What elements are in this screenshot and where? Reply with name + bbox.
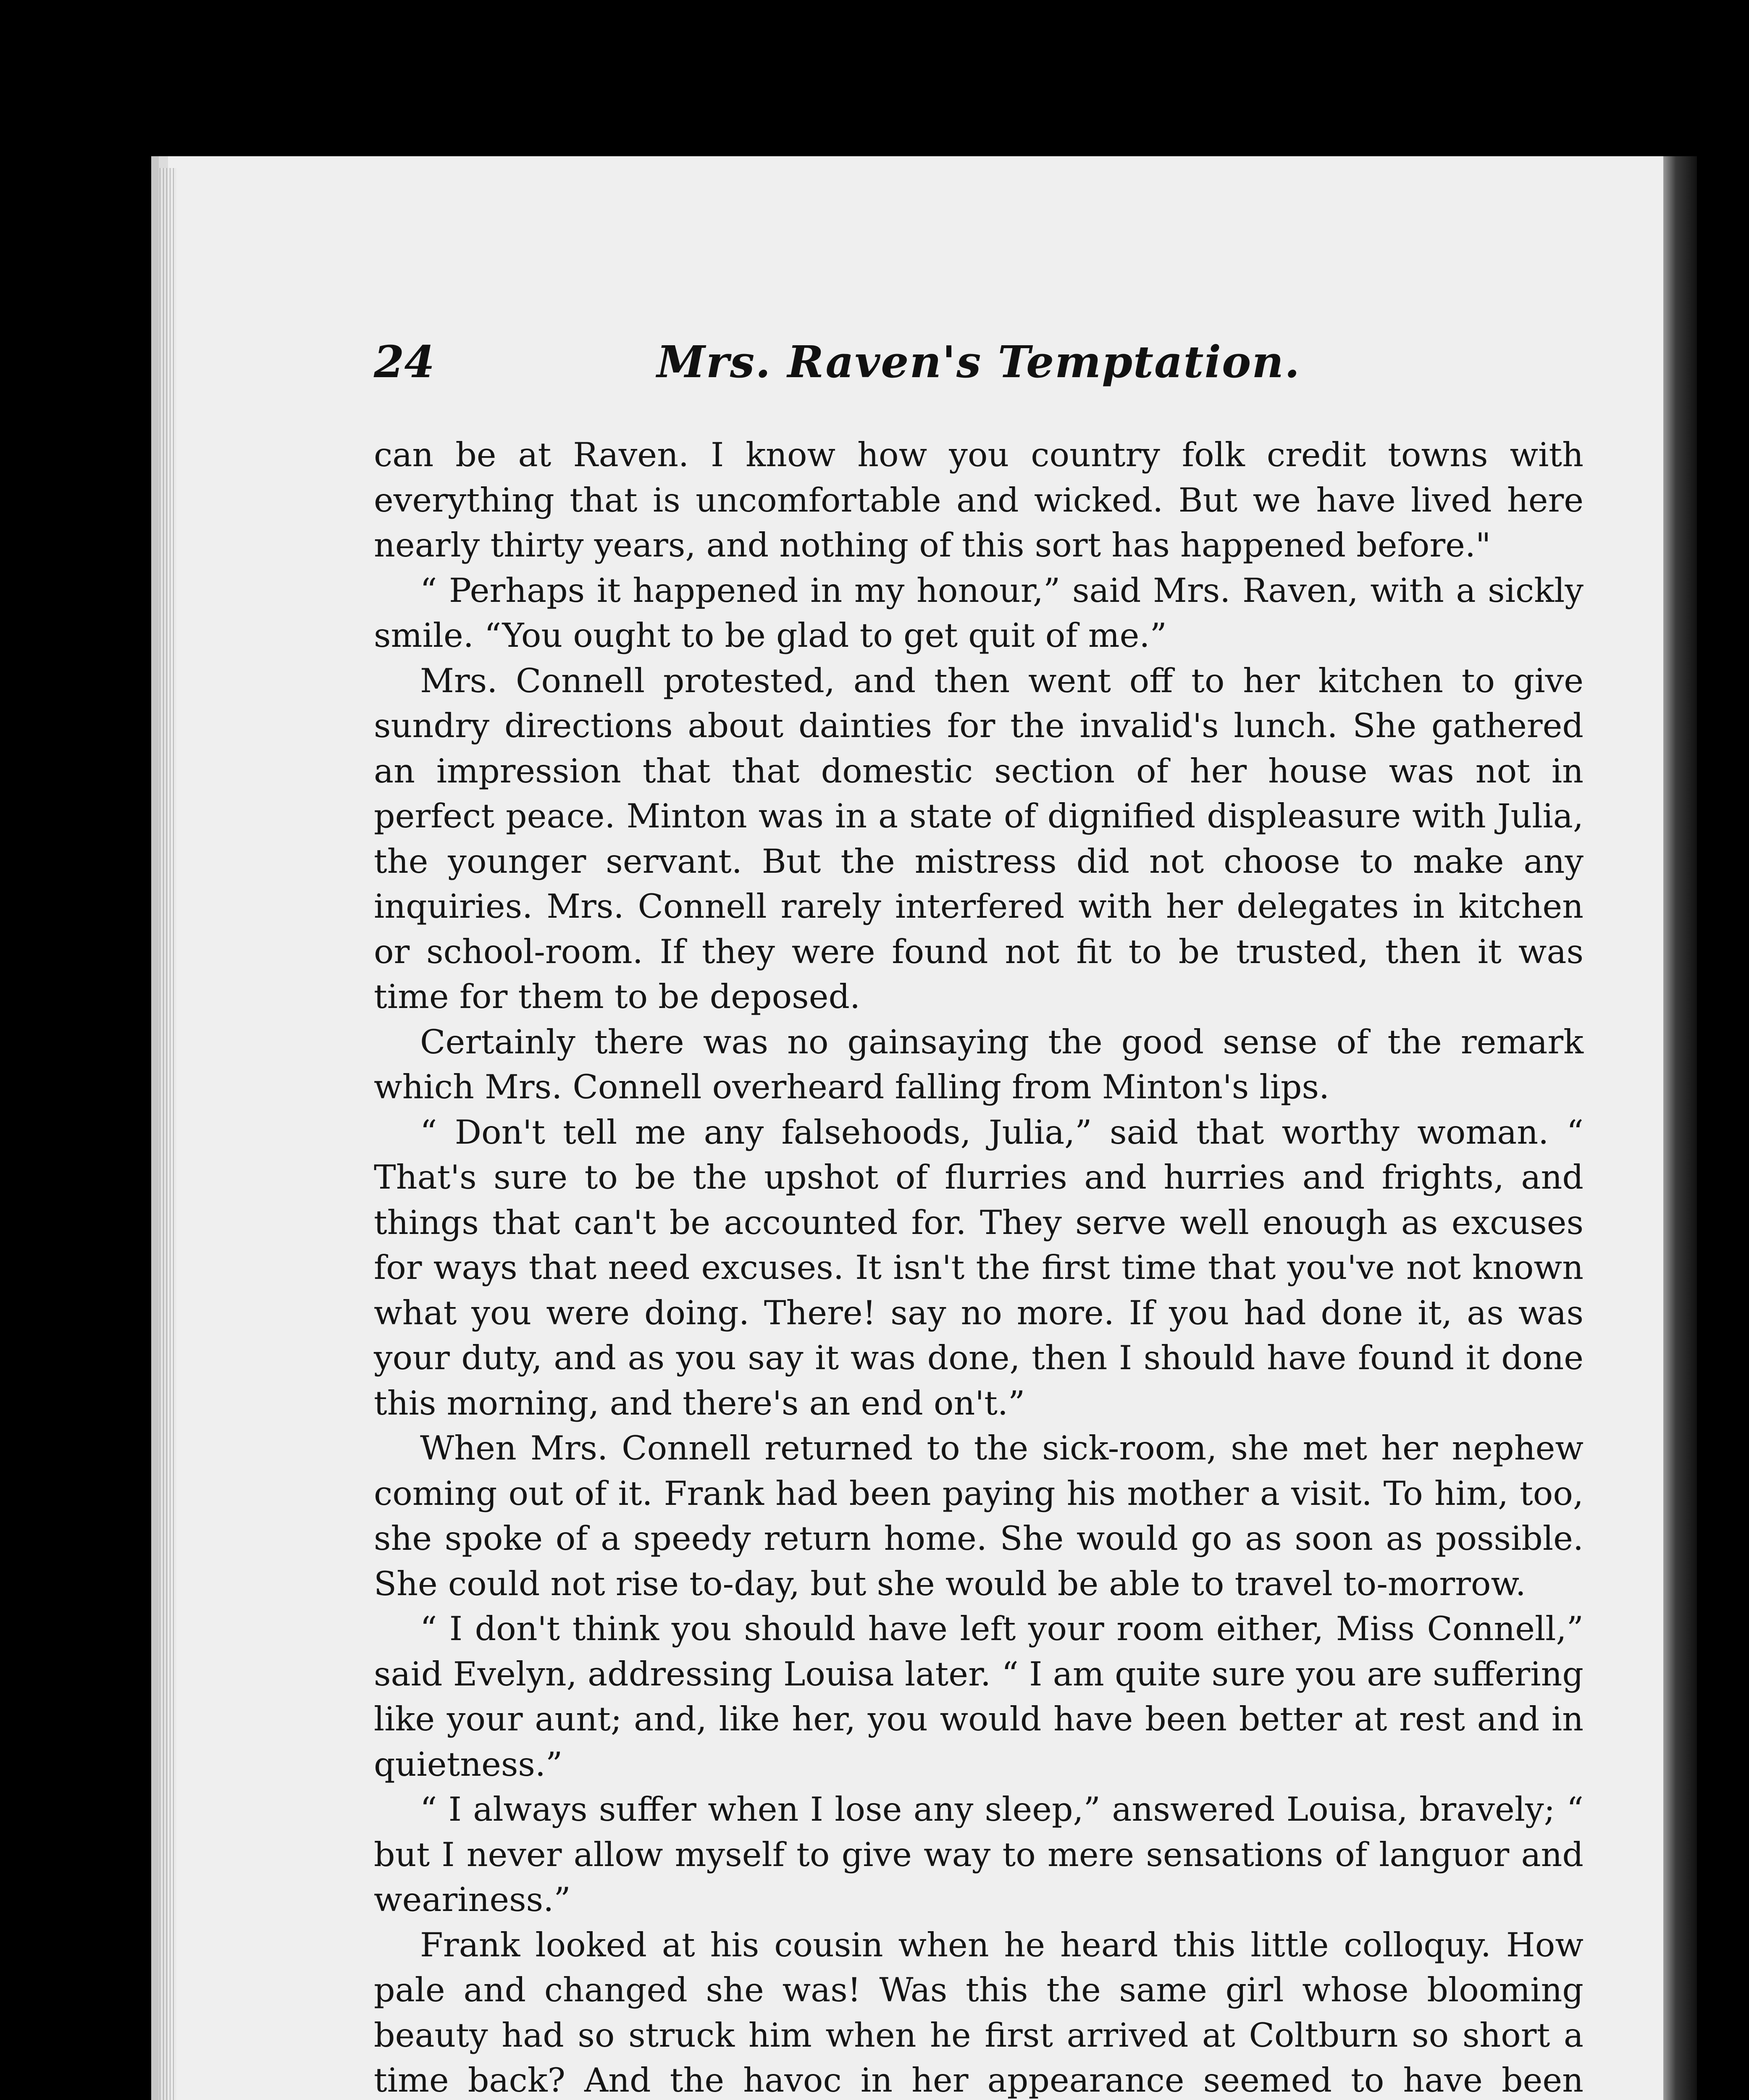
paragraph: Certainly there was no gainsaying the good sense of the remark which Mrs. Connell overheard falling from Minton's lips. <box>374 1022 1584 1106</box>
paragraph: can be at Raven. I know how you country folk credit towns with everything that is uncomfortable and wicked. But we have lived here nearly thirty years, and nothing of this sort has happened before." <box>374 436 1584 564</box>
body-text <box>374 433 1584 2100</box>
page-right-edge <box>1663 156 1697 2100</box>
running-title: Mrs. Raven's Temptation. <box>657 336 1301 388</box>
paragraph: Mrs. Connell protested, and then went off to her kitchen to give sundry directions about dainties for the invalid's lunch. She gathered an impression that that domestic section of her house was not in perfect peace. Minton was in a state of dignified displeasure with Julia, the younger servant. But the mistress did not choose to make any inquiries. Mrs. Connell rarely interfered with her delegates in kitchen or school-room. If they were found not fit to be trusted, then it was time for them to be deposed. <box>374 661 1584 1016</box>
page-number: 24 <box>374 336 435 388</box>
page-gutter <box>160 168 176 2100</box>
paragraph: “ Perhaps it happened in my honour,” said Mrs. Raven, with a sickly smile. “You ought to be glad to get quit of me.” <box>374 571 1584 655</box>
page-header <box>374 336 1584 395</box>
paragraph: When Mrs. Connell returned to the sick-room, she met her nephew coming out of it. Frank had been paying his mother a visit. To him, too, she spoke of a speedy return home. She would go as soon as possible. She could not rise to-day, but she would be able to travel to-morrow. <box>374 1429 1584 1603</box>
paragraph: “ I don't think you should have left your room either, Miss Connell,” said Evelyn, addressing Louisa later. “ I am quite sure you are suffering like your aunt; and, like her, you would have been better at rest and in quietness.” <box>374 1609 1584 1784</box>
paragraph: “ Don't tell me any falsehoods, Julia,” said that worthy woman. “ That's sure to be the upshot of flurries and hurries and frights, and things that can't be accounted for. They serve well enough as excuses for ways that need excuses. It isn't the first time that you've not known what you were doing. There! say no more. If you had done it, as was your duty, and as you say it was done, then I should have found it done this morning, and there's an end on't.” <box>374 1113 1584 1423</box>
paragraph: Frank looked at his cousin when he heard this little colloquy. How pale and changed she was! Was this the same girl whose blooming beauty had so struck him when he first arrived at Coltburn so short a time back? And the havoc in her appearance seemed to have been <box>374 1925 1584 2100</box>
paragraph: “ I always suffer when I lose any sleep,” answered Louisa, bravely; “ but I never allow myself to give way to mere sensations of languor and weariness.” <box>374 1790 1584 1919</box>
